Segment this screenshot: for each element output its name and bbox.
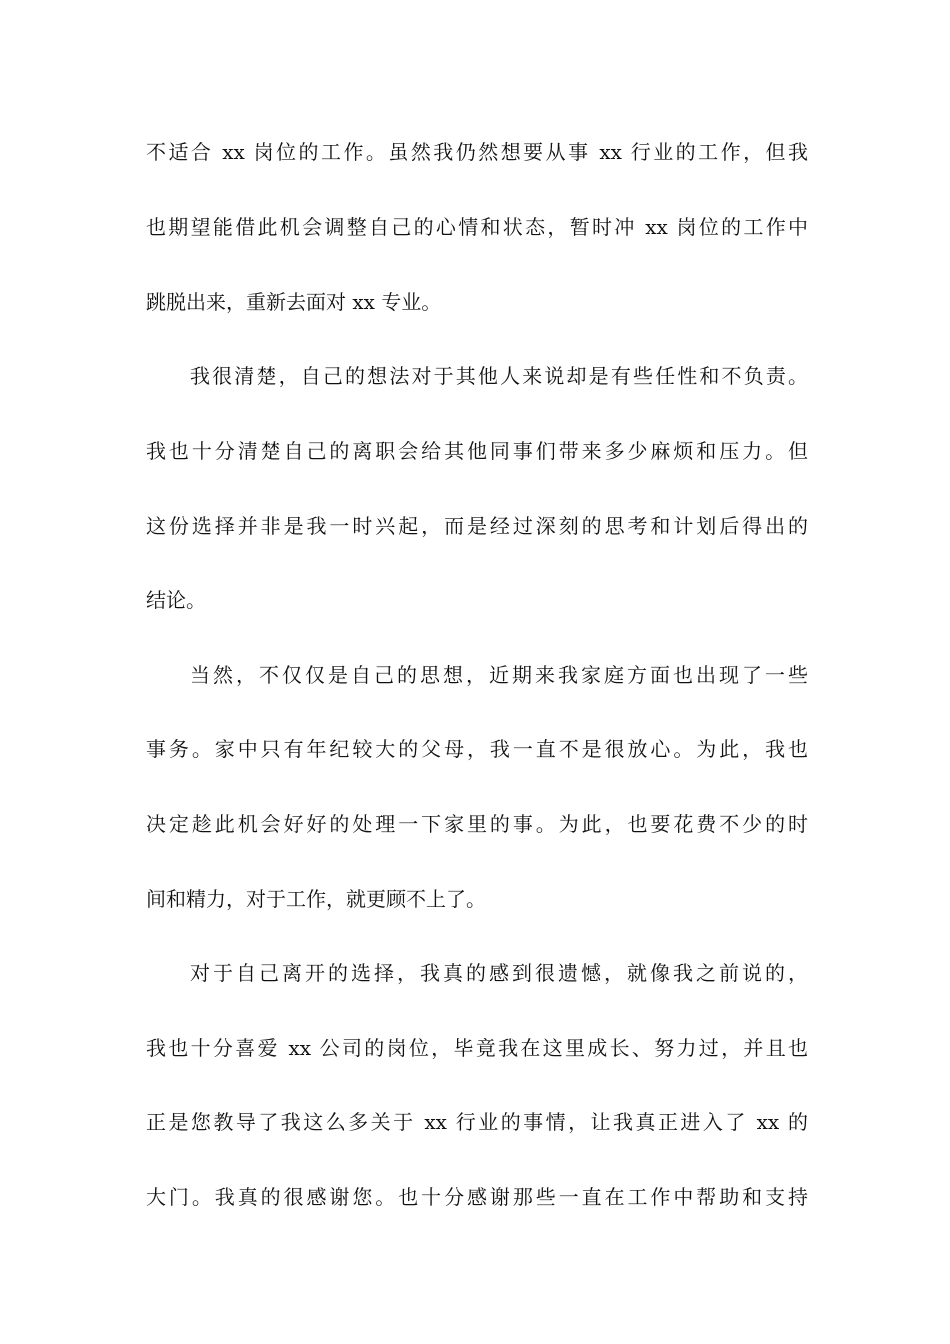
text-line: 也期望能借此机会调整自己的心情和状态，暂时冲 xx 岗位的工作中 (146, 215, 808, 239)
text-line: 我也十分喜爱 xx 公司的岗位，毕竟我在这里成长、努力过，并且也 (146, 1036, 808, 1060)
text-line: 事务。家中只有年纪较大的父母，我一直不是很放心。为此，我也 (146, 737, 808, 761)
text-line: 我也十分清楚自己的离职会给其他同事们带来多少麻烦和压力。但 (146, 439, 808, 463)
text-line: 间和精力，对于工作，就更顾不上了。 (146, 887, 486, 911)
text-line: 决定趁此机会好好的处理一下家里的事。为此，也要花费不少的时 (146, 812, 808, 836)
paragraph-first-line: 当然，不仅仅是自己的思想，近期来我家庭方面也出现了一些 (190, 663, 808, 687)
paragraph-first-line: 对于自己离开的选择，我真的感到很遗憾，就像我之前说的， (190, 961, 808, 985)
text-line: 结论。 (146, 588, 206, 612)
text-line: 不适合 xx 岗位的工作。虽然我仍然想要从事 xx 行业的工作，但我 (146, 140, 808, 164)
paragraph-first-line: 我很清楚，自己的想法对于其他人来说却是有些任性和不负责。 (190, 364, 808, 388)
text-line: 大门。我真的很感谢您。也十分感谢那些一直在工作中帮助和支持 (146, 1185, 808, 1209)
text-line: 这份选择并非是我一时兴起，而是经过深刻的思考和计划后得出的 (146, 514, 808, 538)
text-line: 跳脱出来，重新去面对 xx 专业。 (146, 290, 442, 314)
text-line: 正是您教导了我这么多关于 xx 行业的事情，让我真正进入了 xx 的 (146, 1110, 808, 1134)
